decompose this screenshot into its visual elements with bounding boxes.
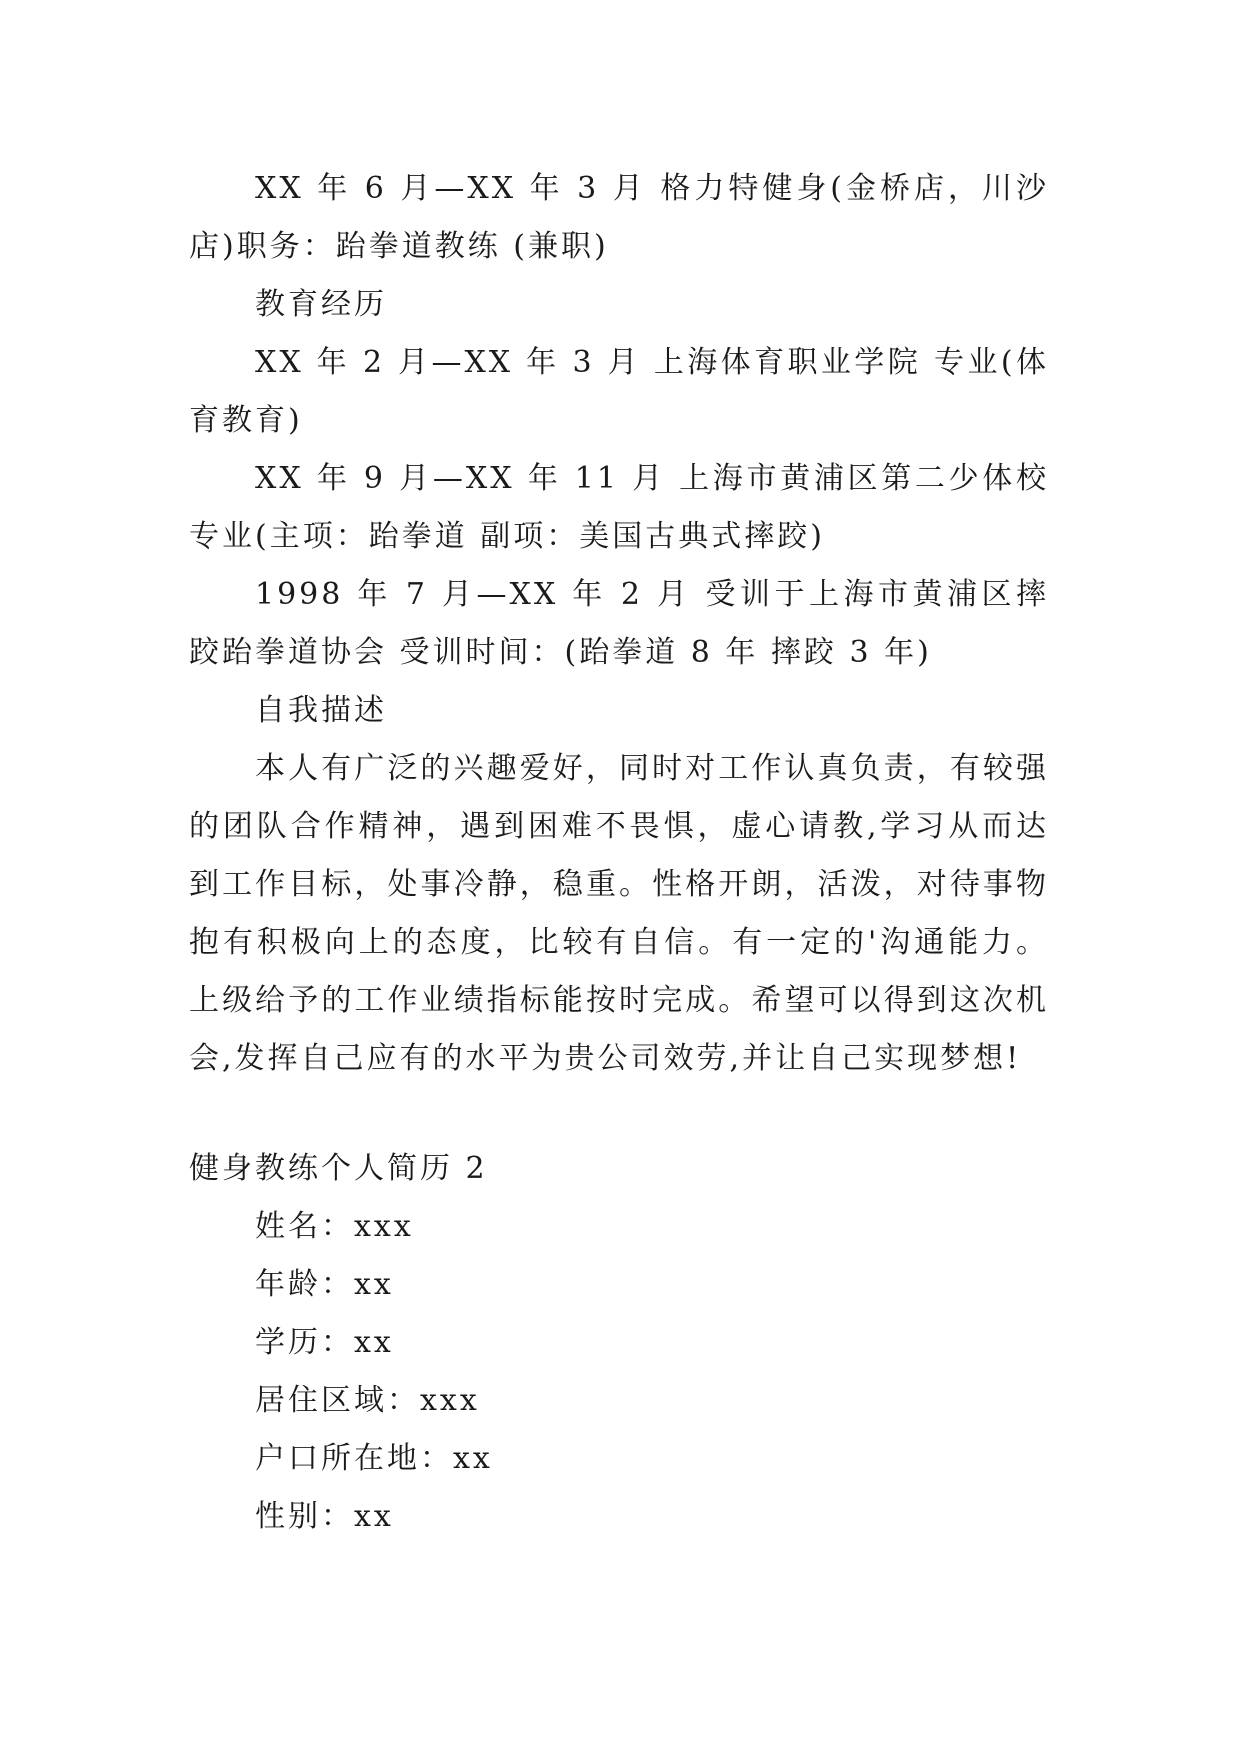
field-education: 学历：xx <box>255 1325 394 1360</box>
self-description-heading: 自我描述 <box>255 693 387 728</box>
field-name: 姓名：xxx <box>255 1209 414 1244</box>
field-age: 年龄：xx <box>255 1267 394 1302</box>
document-body <box>189 160 1049 1546</box>
field-hukou: 户口所在地：xx <box>255 1441 493 1476</box>
education-entry: 1998 年 7 月—XX 年 2 月 受训于上海市黄浦区摔跤跆拳道协会 受训时间：(跆拳道 8 年 摔跤 3 年) <box>189 577 1049 670</box>
field-residence: 居住区域：xxx <box>255 1383 480 1418</box>
self-description-text: 本人有广泛的兴趣爱好，同时对工作认真负责，有较强的团队合作精神，遇到困难不畏惧，虚心请教,学习从而达到工作目标，处事冷静，稳重。性格开朗，活泼，对待事物抱有积极向上的态度，比较有自信。有一定的'沟通能力。上级给予的工作业绩指标能按时完成。希望可以得到这次机会,发挥自己应有的水平为贵公司效劳,并让自己实现梦想! <box>189 751 1049 1076</box>
education-entry: XX 年 9 月—XX 年 11 月 上海市黄浦区第二少体校 专业(主项：跆拳道 副项：美国古典式摔跤) <box>189 461 1049 554</box>
field-gender: 性别：xx <box>255 1499 394 1534</box>
education-entry: XX 年 2 月—XX 年 3 月 上海体育职业学院 专业(体育教育) <box>189 345 1049 438</box>
resume-section-title: 健身教练个人简历 2 <box>189 1151 488 1186</box>
education-heading: 教育经历 <box>255 287 387 322</box>
experience-entry: XX 年 6 月—XX 年 3 月 格力特健身(金桥店，川沙店)职务：跆拳道教练 (兼职) <box>189 171 1049 264</box>
